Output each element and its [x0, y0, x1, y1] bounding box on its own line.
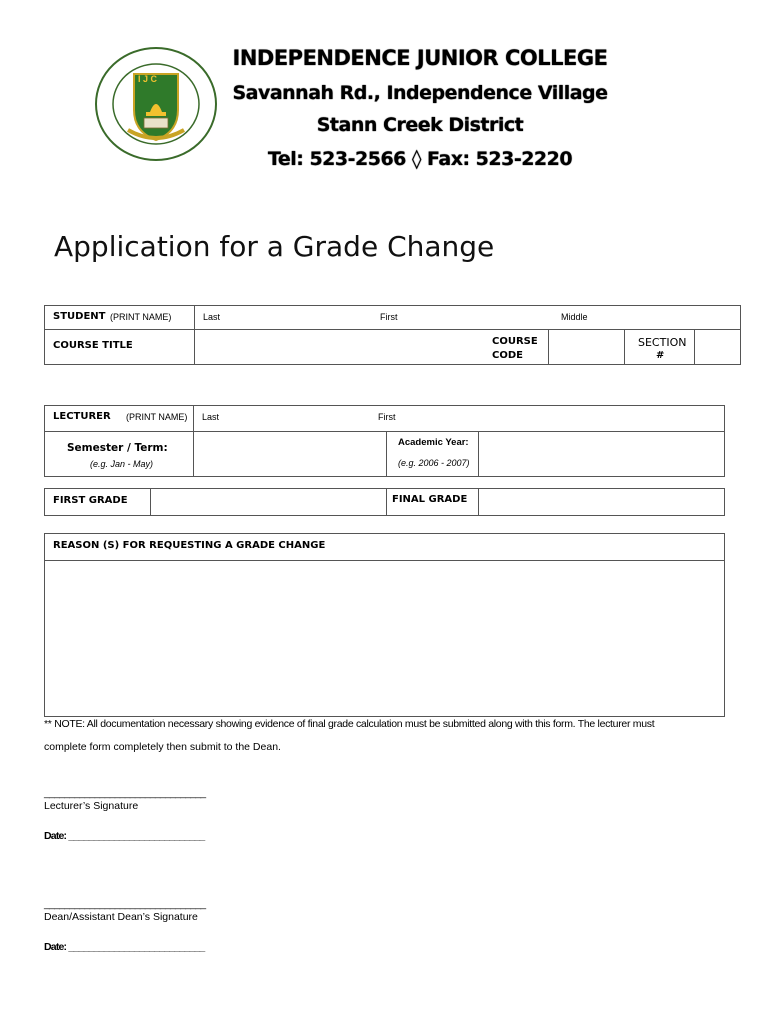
student-label: STUDENT: [53, 311, 106, 322]
academic-year-label: Academic Year:: [398, 437, 469, 448]
lecturer-date-field[interactable]: Date: ___________________________: [44, 830, 205, 842]
academic-year-example: (e.g. 2006 - 2007): [398, 458, 470, 468]
semester-example: (e.g. Jan - May): [90, 459, 154, 469]
course-title-field[interactable]: [196, 331, 486, 363]
lecturer-signature-line[interactable]: ________________________________: [44, 787, 206, 799]
first-grade-field[interactable]: [152, 490, 384, 514]
lecturer-first-field[interactable]: First: [378, 412, 396, 422]
final-grade-label: FINAL GRADE: [392, 494, 468, 505]
reason-textarea[interactable]: [46, 562, 723, 715]
college-contact: Tel: 523-2566 ◊ Fax: 523-2220: [267, 148, 573, 170]
note-line-1: ** NOTE: All documentation necessary showing evidence of final grade calculation must be submitted along with this form. The lecturer must: [44, 718, 655, 730]
reason-label: REASON (S) FOR REQUESTING A GRADE CHANGE: [53, 540, 326, 551]
semester-field[interactable]: [195, 433, 384, 475]
note-line-2: complete form completely then submit to the Dean.: [44, 741, 281, 753]
lecturer-last-field[interactable]: Last: [202, 412, 220, 422]
college-address: Savannah Rd., Independence Village: [232, 82, 608, 104]
dean-date-field[interactable]: Date: ___________________________: [44, 941, 205, 953]
college-name: INDEPENDENCE JUNIOR COLLEGE: [232, 46, 608, 70]
student-last-field[interactable]: Last: [203, 312, 221, 322]
student-middle-field[interactable]: Middle: [561, 312, 588, 322]
course-code-field[interactable]: [550, 331, 622, 363]
lecturer-signature-label: Lecturer’s Signature: [44, 800, 139, 812]
lecturer-label: LECTURER: [53, 411, 111, 422]
course-code-label-1: COURSE: [492, 336, 538, 347]
dean-signature-line[interactable]: ________________________________: [44, 898, 206, 910]
course-title-label: COURSE TITLE: [53, 340, 133, 351]
semester-label: Semester / Term:: [67, 442, 168, 454]
lecturer-hint: (PRINT NAME): [126, 412, 188, 422]
final-grade-field[interactable]: [480, 490, 723, 514]
seal-initials: I J C: [138, 74, 158, 84]
section-field[interactable]: [696, 331, 739, 363]
academic-year-field[interactable]: [480, 433, 723, 475]
student-first-field[interactable]: First: [380, 312, 398, 322]
student-hint: (PRINT NAME): [110, 312, 172, 322]
first-grade-label: FIRST GRADE: [53, 495, 128, 506]
dean-signature-label: Dean/Assistant Dean’s Signature: [44, 911, 198, 923]
form-title: Application for a Grade Change: [54, 230, 495, 263]
college-district: Stann Creek District: [316, 114, 524, 136]
section-label-1: SECTION: [638, 336, 687, 349]
section-label-2: #: [656, 350, 665, 361]
course-code-label-2: CODE: [492, 350, 523, 361]
